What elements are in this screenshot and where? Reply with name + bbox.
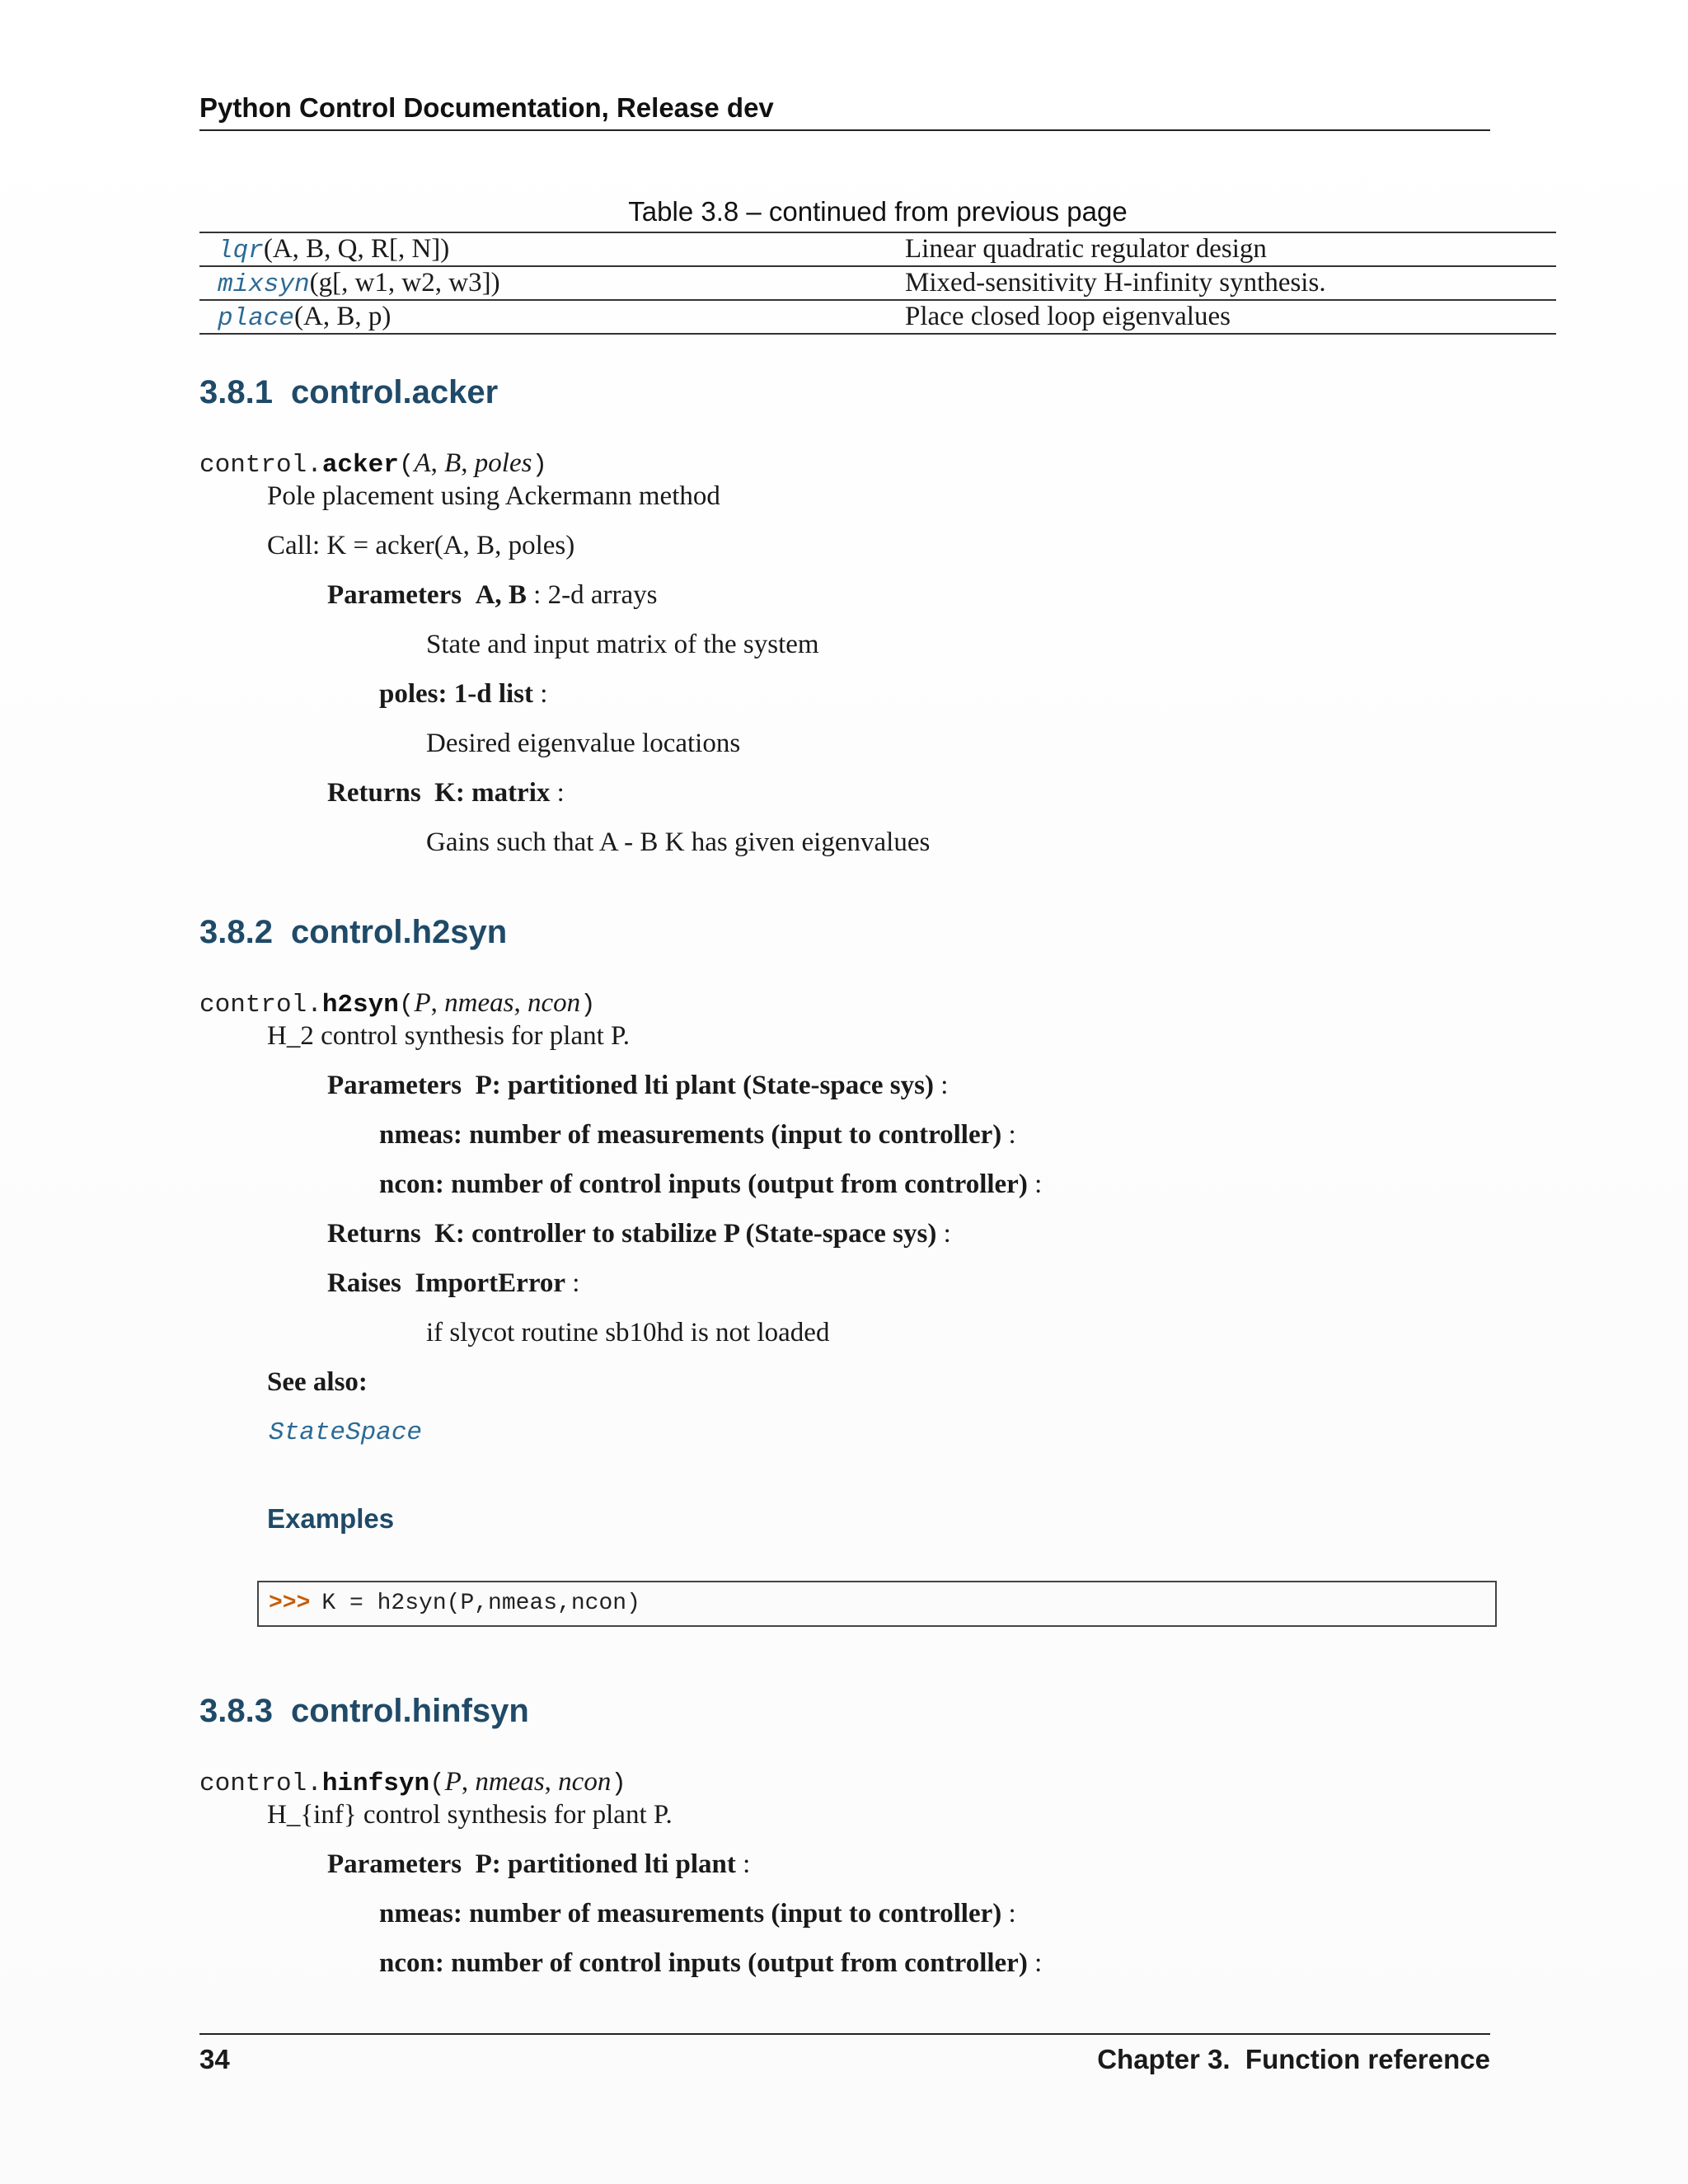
sig-arg: nmeas (444, 988, 514, 1018)
chapter-title: Chapter 3. Function reference (1097, 2044, 1490, 2074)
sig-function-name: acker (321, 451, 399, 480)
sig-module: control. (199, 1769, 322, 1798)
param-type: : 2-d arrays (526, 580, 658, 610)
sig-open-paren: ( (429, 1769, 445, 1798)
param-type: : (1027, 1948, 1043, 1978)
raise-name: ImportError (415, 1268, 566, 1298)
hinfsyn-param-line-1 (327, 1849, 750, 1880)
return-name: K: matrix (434, 778, 551, 808)
sig-arg: poles (474, 448, 532, 478)
param-name: P: partitioned lti plant (State-space sys) (475, 1071, 934, 1100)
table-caption: Table 3.8 – continued from previous page (628, 196, 1128, 227)
section-number: 3.8.2 (199, 914, 273, 950)
sig-open-paren: ( (398, 991, 415, 1019)
field-label-parameters: Parameters (327, 1071, 462, 1100)
acker-signature: control.acker(A, B, poles) (199, 448, 548, 480)
table-cell-function (199, 232, 887, 266)
param-name: ncon: number of control inputs (output from controller) (379, 1169, 1028, 1199)
sig-arg: ncon (527, 988, 581, 1018)
acker-call: Call: K = acker(A, B, poles) (267, 531, 575, 560)
place-args: (A, B, p) (294, 301, 392, 331)
sig-function-name: h2syn (321, 991, 399, 1019)
param-type: : (1001, 1120, 1016, 1150)
table-cell-function (199, 266, 887, 300)
section-heading-h2syn (199, 914, 507, 951)
statespace-link[interactable]: StateSpace (269, 1418, 423, 1447)
return-name: K: controller to stabilize P (State-space sys) (434, 1219, 937, 1249)
header-rule (199, 129, 1490, 131)
acker-param-desc-2: Desired eigenvalue locations (426, 729, 741, 758)
hinfsyn-signature: control.hinfsyn(P, nmeas, ncon) (199, 1767, 626, 1798)
sig-module: control. (199, 991, 322, 1019)
param-name: A, B (475, 580, 527, 610)
field-label-parameters: Parameters (327, 1849, 462, 1879)
return-type: : (936, 1219, 951, 1249)
lqr-args: (A, B, Q, R[, N]) (263, 233, 450, 264)
acker-returns-line (327, 778, 565, 808)
table-cell-function (199, 300, 887, 334)
h2syn-summary: H_2 control synthesis for plant P. (267, 1021, 630, 1051)
function-table (199, 232, 1556, 335)
section-title: control.hinfsyn (290, 1693, 529, 1729)
sig-close-paren: ) (611, 1769, 626, 1798)
raise-type: : (565, 1268, 580, 1298)
page-number: 34 (199, 2044, 230, 2074)
sig-arg: B (444, 448, 462, 478)
param-name: nmeas: number of measurements (input to controller) (379, 1899, 1002, 1929)
table-row (199, 300, 1556, 334)
sig-close-paren: ) (532, 451, 548, 480)
h2syn-param-line-1 (327, 1071, 948, 1101)
sig-arg: A (414, 448, 431, 478)
footer-rule (199, 2033, 1490, 2035)
hinfsyn-summary: H_{inf} control synthesis for plant P. (267, 1800, 673, 1830)
examples-heading: Examples (267, 1503, 395, 1534)
mixsyn-args: (g[, w1, w2, w3]) (309, 267, 500, 298)
section-number: 3.8.3 (199, 1693, 273, 1729)
h2syn-raise-desc: if slycot routine sb10hd is not loaded (426, 1318, 830, 1347)
param-type: : (933, 1071, 949, 1100)
param-type: : (1001, 1899, 1016, 1929)
sig-arg: P (444, 1767, 462, 1797)
running-header: Python Control Documentation, Release dev (199, 92, 774, 123)
return-type: : (550, 778, 565, 808)
param-name: poles: 1-d list (379, 679, 534, 709)
param-type: : (1027, 1169, 1043, 1199)
field-label-returns: Returns (327, 1219, 421, 1249)
field-label-raises: Raises (327, 1268, 401, 1298)
h2syn-param-line-2 (379, 1120, 1016, 1151)
see-also-label: See also: (267, 1367, 368, 1397)
param-name: nmeas: number of measurements (input to controller) (379, 1120, 1002, 1150)
table-cell-description: Linear quadratic regulator design (887, 232, 1556, 266)
sig-arg: ncon (558, 1767, 612, 1797)
sig-open-paren: ( (398, 451, 415, 480)
acker-param-line-1 (327, 580, 657, 611)
section-heading-acker (199, 374, 498, 411)
code-prompt: >>> (269, 1591, 311, 1616)
sig-arg: nmeas (475, 1767, 545, 1797)
sig-module: control. (199, 451, 322, 480)
param-type: : (735, 1849, 751, 1879)
table-row (199, 232, 1556, 266)
field-label-parameters: Parameters (327, 580, 462, 610)
param-type: : (533, 679, 548, 709)
h2syn-param-line-3 (379, 1169, 1042, 1200)
acker-param-desc-1: State and input matrix of the system (426, 630, 819, 659)
h2syn-signature: control.h2syn(P, nmeas, ncon) (199, 988, 596, 1019)
acker-return-desc: Gains such that A - B K has given eigenvalues (426, 827, 931, 857)
section-title: control.h2syn (290, 914, 508, 950)
table-cell-description: Place closed loop eigenvalues (887, 300, 1556, 334)
h2syn-raises-line (327, 1268, 579, 1299)
param-name: ncon: number of control inputs (output from controller) (379, 1948, 1028, 1978)
table-row (199, 266, 1556, 300)
mixsyn-link[interactable]: mixsyn (218, 269, 310, 299)
param-name: P: partitioned lti plant (475, 1849, 736, 1879)
sig-close-paren: ) (580, 991, 596, 1019)
hinfsyn-param-line-2 (379, 1899, 1016, 1929)
h2syn-returns-line (327, 1219, 951, 1249)
section-heading-hinfsyn (199, 1693, 529, 1730)
table-cell-description: Mixed-sensitivity H-infinity synthesis. (887, 266, 1556, 300)
sig-function-name: hinfsyn (321, 1769, 430, 1798)
place-link[interactable]: place (218, 303, 295, 333)
field-label-returns: Returns (327, 778, 421, 808)
code-example-block (257, 1581, 1497, 1627)
code-line: K = h2syn(P,nmeas,ncon) (321, 1591, 640, 1616)
acker-summary: Pole placement using Ackermann method (267, 481, 720, 511)
section-title: control.acker (290, 374, 499, 410)
acker-param-line-2 (379, 679, 547, 710)
hinfsyn-param-line-3 (379, 1948, 1042, 1979)
lqr-link[interactable]: lqr (218, 236, 264, 265)
section-number: 3.8.1 (199, 374, 273, 410)
sig-arg: P (414, 988, 431, 1018)
